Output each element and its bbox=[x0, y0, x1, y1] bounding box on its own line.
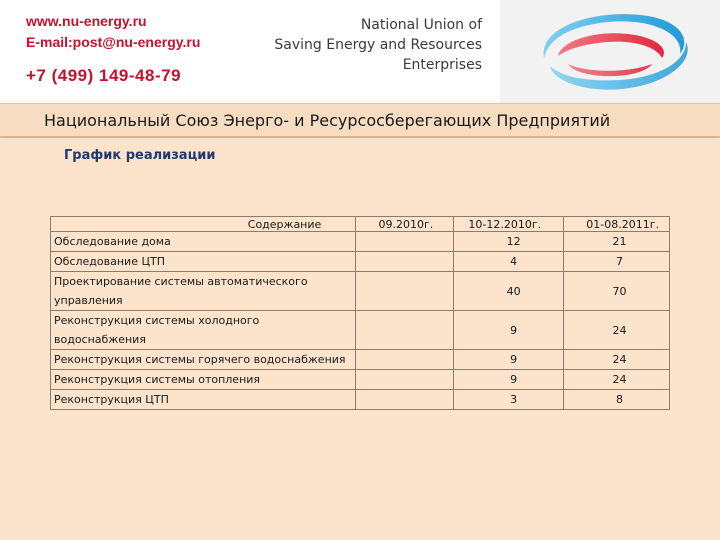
row-value-period-2: 3 bbox=[454, 390, 564, 410]
header bbox=[0, 0, 720, 103]
row-value-period-2: 40 bbox=[454, 272, 564, 311]
row-value-period-2: 9 bbox=[454, 350, 564, 370]
row-value-period-3: 24 bbox=[564, 370, 670, 390]
header-period-3: 01-08.2011г. bbox=[564, 217, 670, 232]
row-value-period-3: 70 bbox=[564, 272, 670, 311]
table-row bbox=[51, 390, 670, 410]
header-period-1: 09.2010г. bbox=[356, 217, 454, 232]
row-description: Реконструкция системы горячего водоснабжения bbox=[51, 350, 356, 370]
row-value-period-3: 24 bbox=[564, 350, 670, 370]
row-value-period-2: 12 bbox=[454, 232, 564, 252]
row-description: Обследование дома bbox=[51, 232, 356, 252]
title-banner bbox=[0, 103, 720, 137]
header-content: Содержание bbox=[51, 217, 356, 232]
page-subtitle: График реализации bbox=[64, 148, 216, 163]
header-period-2: 10-12.2010г. bbox=[454, 217, 564, 232]
row-value-period-2: 9 bbox=[454, 311, 564, 350]
website-link[interactable]: www.nu-energy.ru bbox=[26, 13, 147, 29]
table-row bbox=[51, 252, 670, 272]
table-row bbox=[51, 232, 670, 252]
row-value-period-3: 21 bbox=[564, 232, 670, 252]
row-description: Обследование ЦТП bbox=[51, 252, 356, 272]
row-value-period-1 bbox=[356, 272, 454, 311]
table-row bbox=[51, 370, 670, 390]
table-row bbox=[51, 311, 670, 350]
row-value-period-3: 8 bbox=[564, 390, 670, 410]
swirl-logo-icon bbox=[528, 6, 698, 98]
row-value-period-1 bbox=[356, 311, 454, 350]
row-value-period-3: 24 bbox=[564, 311, 670, 350]
row-value-period-1 bbox=[356, 350, 454, 370]
row-value-period-3: 7 bbox=[564, 252, 670, 272]
phone-number: +7 (499) 149-48-79 bbox=[26, 66, 182, 85]
table-row bbox=[51, 272, 670, 311]
union-name-english bbox=[242, 15, 482, 75]
row-description: Реконструкция системы отопления bbox=[51, 370, 356, 390]
row-description: Реконструкция ЦТП bbox=[51, 390, 356, 410]
row-value-period-1 bbox=[356, 390, 454, 410]
row-value-period-2: 4 bbox=[454, 252, 564, 272]
row-description: Реконструкция системы холодного водоснабжения bbox=[51, 311, 356, 350]
union-name-line-3: Enterprises bbox=[402, 57, 482, 73]
table-row bbox=[51, 350, 670, 370]
table-header-row bbox=[51, 217, 670, 232]
banner-title: Национальный Союз Энерго- и Ресурсосберегающих Предприятий bbox=[44, 111, 611, 130]
union-name-line-1: National Union of bbox=[360, 17, 482, 33]
logo-panel bbox=[500, 0, 720, 103]
row-value-period-1 bbox=[356, 370, 454, 390]
row-value-period-1 bbox=[356, 232, 454, 252]
main-content bbox=[0, 138, 720, 540]
email-link[interactable]: E-mail:post@nu-energy.ru bbox=[26, 34, 201, 50]
row-description: Проектирование системы автоматического управления bbox=[51, 272, 356, 311]
row-value-period-2: 9 bbox=[454, 370, 564, 390]
row-value-period-1 bbox=[356, 252, 454, 272]
schedule-table bbox=[50, 216, 670, 410]
union-name-line-2: Saving Energy and Resources bbox=[274, 37, 482, 53]
